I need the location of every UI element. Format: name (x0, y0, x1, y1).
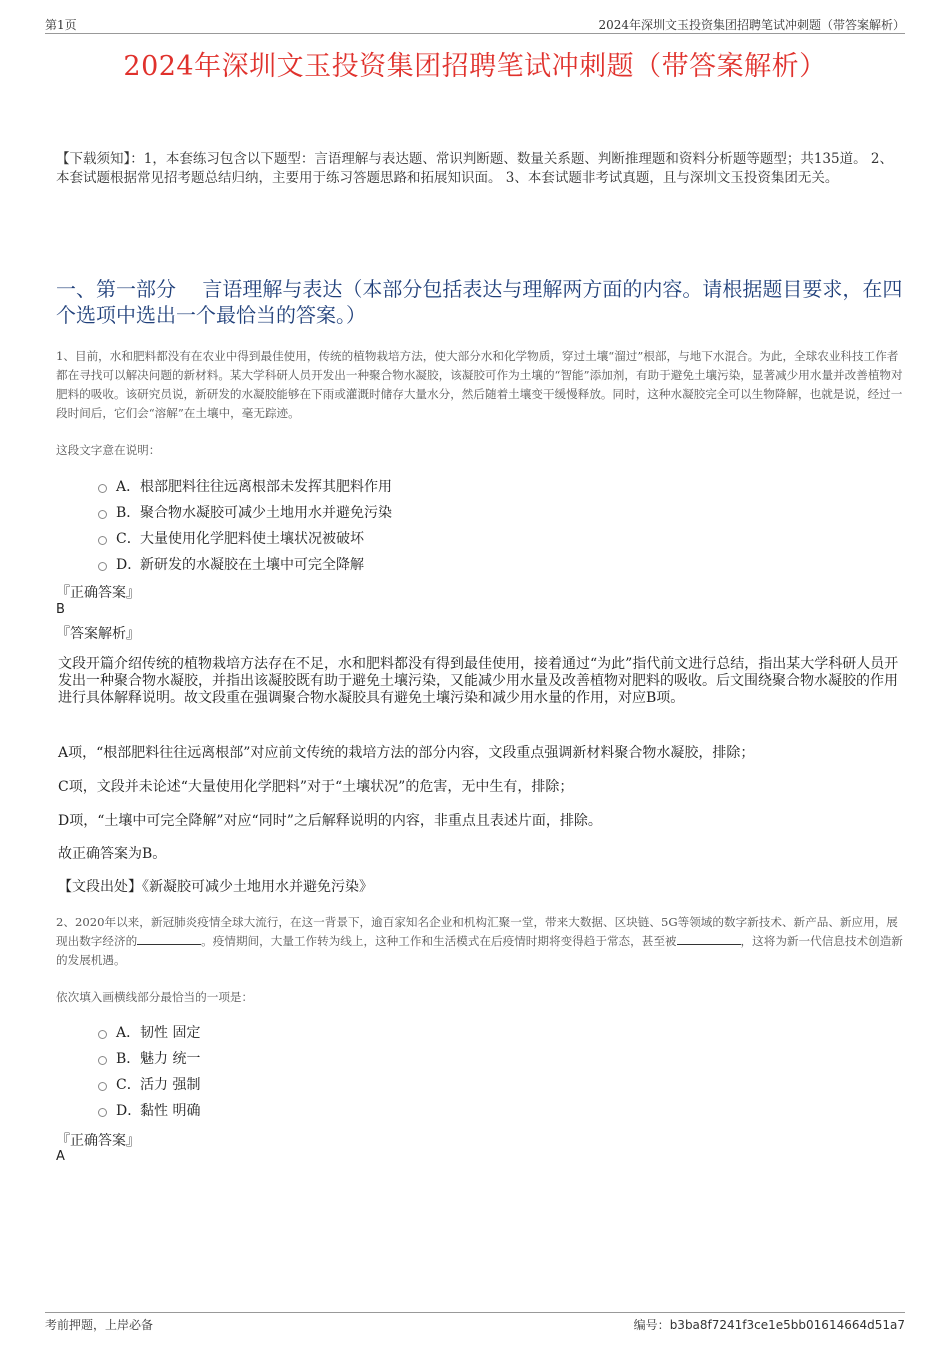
radio-icon[interactable] (98, 562, 107, 571)
download-notice: 【下载须知】：1，本套练习包含以下题型：言语理解与表达题、常识判断题、数量关系题、判断推理题和资料分析题等题型；共135道。 2、本套试题根据常见招考题总结归纳，主要用于练习答题思路和拓展知识面。 3、本套试题非考试真题，且与深圳文玉投资集团无关。 (56, 151, 893, 186)
radio-icon[interactable] (98, 1082, 107, 1091)
radio-icon[interactable] (98, 1030, 107, 1039)
question-1-answer-label: 『正确答案』 (56, 585, 140, 601)
header-doc-title: 2024年深圳文玉投资集团招聘笔试冲刺题（带答案解析） (598, 18, 905, 32)
question-1-option-d[interactable]: D． 新研发的水凝胶在土壤中可完全降解 (98, 554, 364, 574)
question-1-text: 1、目前，水和肥料都没有在农业中得到最佳使用，传统的植物栽培方法，使大部分水和化学物质，穿过土壤“溜过”根部，与地下水混合。为此，全球农业科技工作者都在寻找可以解决问题的新材料。某大学科研人员开发出一种聚合物水凝胶，该凝胶可作为土壤的“智能”添加剂，有助于避免土壤污染，显著减少用水量并改善植物对肥料的吸收。该研究员说，新研发的水凝胶能够在下雨或灌溉时储存大量水分，然后随着土壤变干缓慢释放。同时，这种水凝胶完全可以生物降解，也就是说，经过一段时间后，它们会“溶解”在土壤中，毫无踪迹。 (56, 349, 903, 420)
question-1-analysis-label: 『答案解析』 (56, 626, 140, 642)
footer-slogan: 考前押题，上岸必备 (45, 1318, 154, 1332)
analysis-paragraph: 故正确答案为B。 (58, 846, 167, 862)
analysis-paragraph: D项，“土壤中可完全降解”对应“同时”之后解释说明的内容，非重点且表述片面，排除。 (58, 813, 602, 829)
question-2-prompt: 依次填入画横线部分最恰当的一项是： (56, 990, 254, 1004)
fill-blank (677, 934, 741, 945)
question-2-option-b[interactable]: B． 魅力 统一 (98, 1048, 200, 1068)
footer-serial: 编号：b3ba8f7241f3ce1e5bb01614664d51a7 (633, 1318, 905, 1332)
analysis-paragraph: A项，“根部肥料往往远离根部”对应前文传统的栽培方法的部分内容，文段重点强调新材料聚合物水凝胶，排除； (58, 745, 755, 761)
question-2-option-d[interactable]: D． 黏性 明确 (98, 1100, 200, 1120)
radio-icon[interactable] (98, 510, 107, 519)
question-1-prompt: 这段文字意在说明： (56, 443, 161, 457)
page-footer (45, 1312, 905, 1334)
question-1-option-b[interactable]: B． 聚合物水凝胶可减少土地用水并避免污染 (98, 502, 392, 522)
question-2-option-a[interactable]: A． 韧性 固定 (98, 1022, 200, 1042)
page-number: 第1页 (45, 18, 77, 32)
analysis-paragraph: C项，文段并未论述“大量使用化学肥料”对于“土壤状况”的危害，无中生有，排除； (58, 779, 574, 795)
page-header (45, 14, 905, 34)
radio-icon[interactable] (98, 1056, 107, 1065)
question-2-text: 2、2020年以来，新冠肺炎疫情全球大流行，在这一背景下，逾百家知名企业和机构汇聚一堂，带来大数据、区块链、5G等领域的数字新技术、新产品、新应用，展现出数字经济的 。疫情期间，大量工作转为线上，这种工作和生活模式在后疫情时期将变得趋于常态，甚至被 ，这将为新一代信息技术创造新的发展机遇。 (56, 915, 903, 967)
radio-icon[interactable] (98, 1108, 107, 1117)
question-1-option-a[interactable]: A． 根部肥料往往远离根部未发挥其肥料作用 (98, 476, 392, 496)
document-title: 2024年深圳文玉投资集团招聘笔试冲刺题（带答案解析） (123, 51, 827, 82)
question-1-option-c[interactable]: C． 大量使用化学肥料使土壤状况被破坏 (98, 528, 364, 548)
question-1-answer: B (56, 602, 65, 617)
analysis-paragraph: 文段开篇介绍传统的植物栽培方法存在不足，水和肥料都没有得到最佳使用，接着通过“为此”指代前文进行总结，指出某大学科研人员开发出一种聚合物水凝胶，并指出该凝胶既有助于避免土壤污染，又能减少用水量及改善植物对肥料的吸收。后文围绕聚合物水凝胶的作用进行具体解释说明。故文段重在强调聚合物水凝胶具有避免土壤污染和减少用水量的作用，对应B项。 (58, 656, 899, 706)
fill-blank (137, 934, 201, 945)
question-2-answer: A (56, 1149, 65, 1164)
section-heading: 一、第一部分 言语理解与表达（本部分包括表达与理解两方面的内容。请根据题目要求，在四个选项中选出一个最恰当的答案。） (56, 277, 903, 327)
radio-icon[interactable] (98, 536, 107, 545)
radio-icon[interactable] (98, 484, 107, 493)
text-source: 【文段出处】《新凝胶可减少土地用水并避免污染》 (58, 879, 373, 895)
question-2-answer-label: 『正确答案』 (56, 1133, 140, 1149)
question-2-option-c[interactable]: C． 活力 强制 (98, 1074, 200, 1094)
